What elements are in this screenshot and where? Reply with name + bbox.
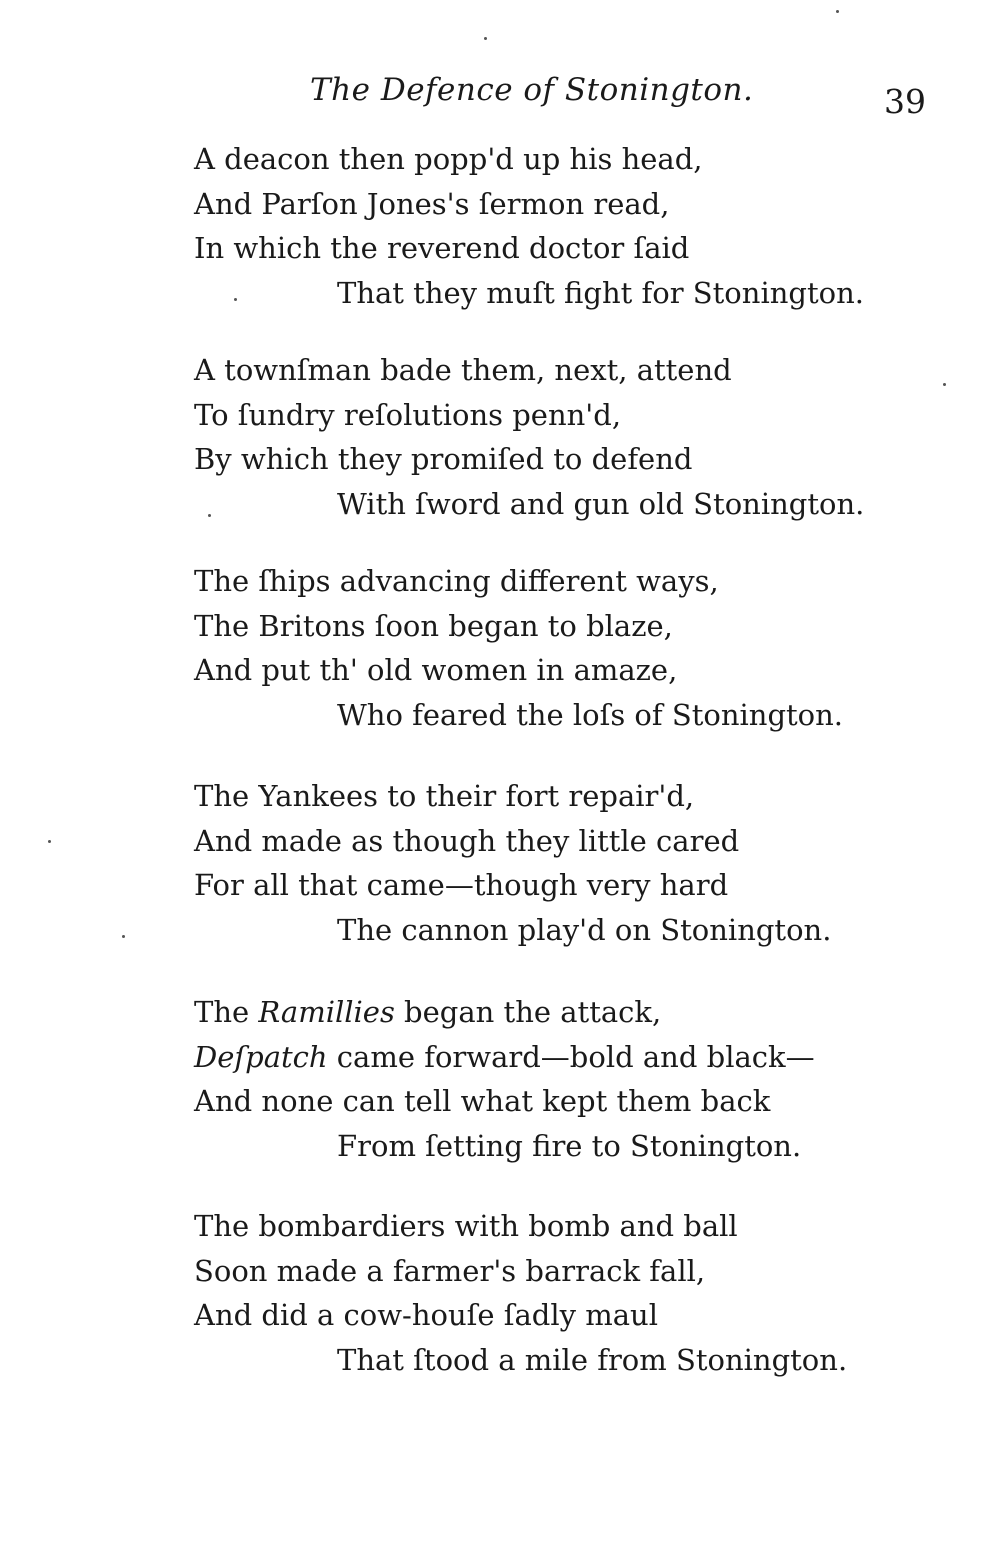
stanza-2 — [194, 348, 864, 526]
verse-line: And did a cow-houſe ſadly maul — [194, 1298, 658, 1332]
stanza-3 — [194, 559, 843, 737]
refrain-line: Who feared the loſs of Stonington. — [337, 697, 844, 732]
scan-speck — [122, 935, 125, 938]
stanza-5 — [194, 990, 815, 1168]
verse-line: And none can tell what kept them back — [194, 1084, 771, 1118]
stanza-6 — [194, 1204, 847, 1382]
scan-speck — [234, 298, 237, 301]
verse-fragment: came forward—bold and black— — [327, 1039, 815, 1074]
verse-fragment: began the attack, — [394, 995, 662, 1029]
verse-line — [194, 990, 815, 1035]
verse-line: To ſundry reſolutions penn'd, — [194, 397, 622, 432]
verse-line: And made as though they little cared — [194, 823, 740, 858]
verse-line: The Britons ſoon began to blaze, — [194, 608, 673, 643]
refrain-line: The cannon play'd on Stonington. — [337, 912, 832, 947]
verse-line — [194, 1035, 815, 1080]
verse-line: A townſman bade them, next, attend — [194, 353, 732, 387]
verse-line: For all that came—though very hard — [194, 868, 729, 902]
scan-speck — [48, 840, 51, 843]
scan-speck — [836, 10, 839, 13]
verse-line: The ſhips advancing different ways, — [194, 564, 719, 598]
scan-speck — [208, 514, 211, 517]
verse-line: A deacon then popp'd up his head, — [194, 142, 703, 176]
verse-line: Soon made a farmer's barrack fall, — [194, 1253, 706, 1288]
verse-line: And Parſon Jones's ſermon read, — [194, 186, 670, 221]
scan-speck — [484, 37, 487, 40]
refrain-line: With ſword and gun old Stonington. — [337, 486, 865, 521]
refrain-line: From ſetting fire to Stonington. — [337, 1128, 802, 1163]
page-number: 39 — [884, 82, 926, 121]
refrain-line: That they muſt fight for Stonington. — [337, 275, 864, 310]
running-title: The Defence of Stonington. — [310, 72, 754, 108]
verse-line: The bombardiers with bomb and ball — [194, 1209, 738, 1243]
verse-line: In which the reverend doctor ſaid — [194, 231, 690, 265]
stanza-1 — [194, 137, 864, 315]
scan-speck — [943, 383, 946, 386]
verse-line: By which they promiſed to defend — [194, 442, 693, 476]
ship-name: Deſpatch — [194, 1039, 328, 1074]
stanza-4 — [194, 774, 831, 952]
refrain-line: That ſtood a mile from Stonington. — [337, 1342, 848, 1377]
ship-name: Ramillies — [258, 995, 395, 1029]
verse-line: And put th' old women in amaze, — [194, 653, 678, 687]
verse-fragment: The — [194, 995, 259, 1029]
verse-line: The Yankees to their fort repair'd, — [194, 779, 695, 813]
